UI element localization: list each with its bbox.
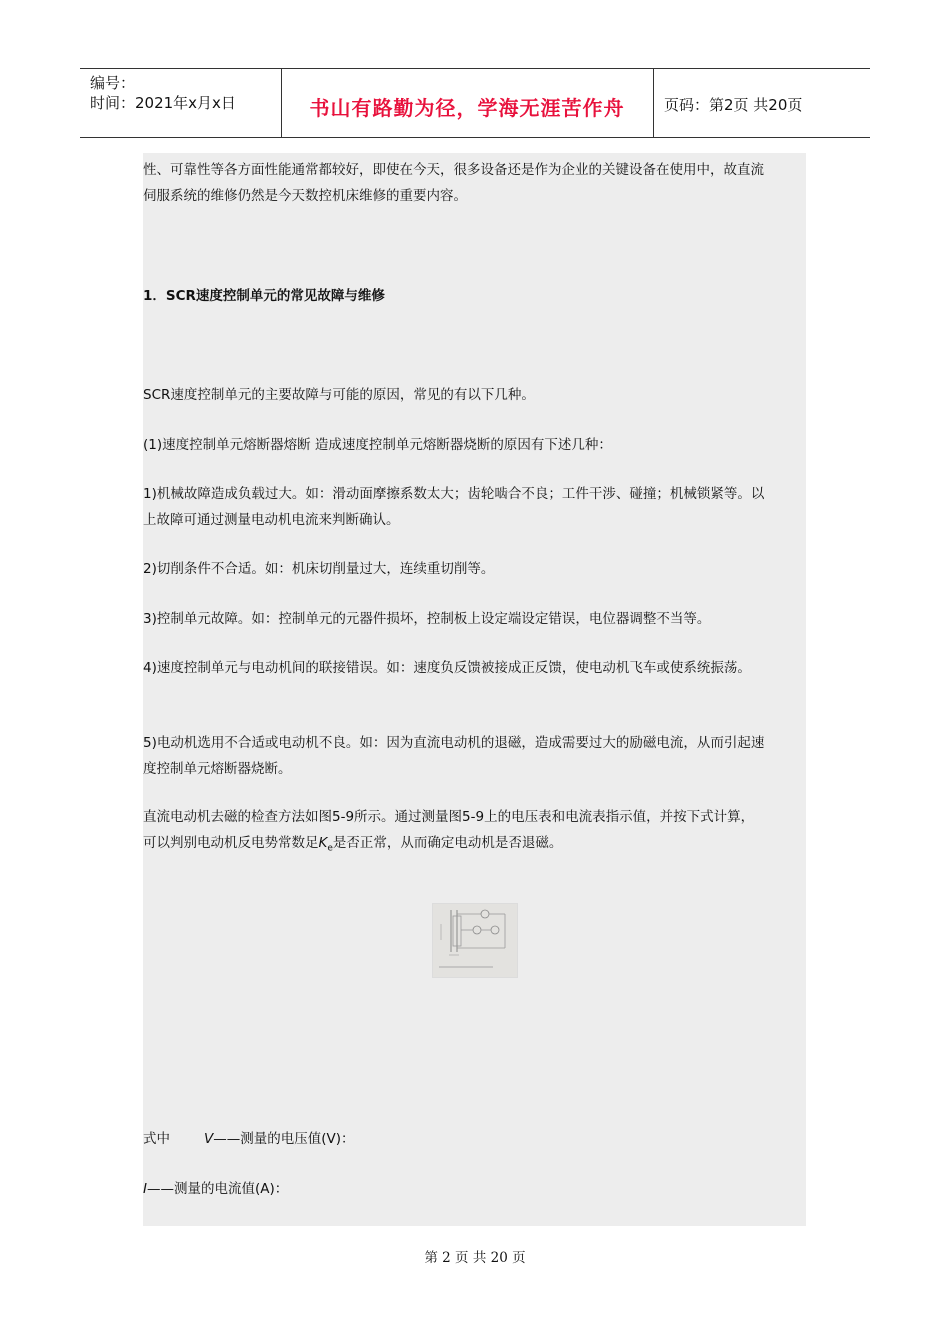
- formula-i-symbol: I: [143, 1181, 147, 1197]
- check-line-2-tail: 是否正常，从而确定电动机是否退磁。: [332, 835, 563, 851]
- ke-symbol: K: [318, 835, 328, 851]
- formula-v-text: ——测量的电压值(V)：: [213, 1131, 355, 1147]
- formula-i-text: ——测量的电流值(A)：: [146, 1181, 289, 1197]
- header-motto-cell: [281, 69, 654, 137]
- formula-v-symbol: V: [204, 1131, 214, 1147]
- item-1-line-2: 上故障可通过测量电动机电流来判断确认。: [143, 512, 400, 528]
- section-title: 1．SCR速度控制单元的常见故障与维修: [143, 288, 385, 304]
- intro-line-1: 性、可靠性等各方面性能通常都较好，即使在今天，很多设备还是作为企业的关键设备在使用中，故直流: [143, 162, 764, 178]
- paragraph-item-5: [143, 730, 806, 782]
- page-footer: 第 2 页 共 20 页: [424, 1250, 526, 1266]
- paragraph-item-1: [143, 481, 806, 533]
- paragraph-fuse-blown: (1)速度控制单元熔断器熔断 造成速度控制单元熔断器烧断的原因有下述几种：: [143, 437, 612, 453]
- ke-subscript: e: [327, 843, 333, 854]
- document-body: [143, 153, 806, 1226]
- paragraph-item-4: 4)速度控制单元与电动机间的联接错误。如：速度负反馈被接成正反馈，使电动机飞车或使系统振荡。: [143, 660, 751, 676]
- intro-line-2: 伺服系统的维修仍然是今天数控机床维修的重要内容。: [143, 188, 467, 204]
- check-line-1: 直流电动机去磁的检查方法如图5-9所示。通过测量图5-9上的电压表和电流表指示值，并按下式计算，: [143, 809, 755, 825]
- header-motto: 书山有路勤为径，学海无涯苦作舟: [309, 96, 625, 120]
- header-page-cell: [654, 69, 870, 137]
- header-info-cell: [80, 69, 282, 137]
- paragraph-main-faults: SCR速度控制单元的主要故障与可能的原因，常见的有以下几种。: [143, 387, 535, 403]
- motor-demagnetization-circuit-image: [433, 904, 517, 977]
- header-table: [80, 68, 870, 138]
- document-number-label: 编号：: [90, 74, 136, 92]
- item-5-line-2: 度控制单元熔断器烧断。: [143, 761, 292, 777]
- item-1-line-1: 1)机械故障造成负载过大。如：滑动面摩擦系数太大；齿轮啮合不良；工件干涉、碰撞；机械锁紧等。以: [143, 486, 765, 502]
- intro-paragraph: [143, 157, 806, 209]
- formula-i-definition: [143, 1176, 806, 1202]
- check-line-2-text: 可以判别电动机反电势常数足: [143, 835, 319, 851]
- item-5-line-1: 5)电动机选用不合适或电动机不良。如：因为直流电动机的退磁，造成需要过大的励磁电流，从而引起速: [143, 735, 765, 751]
- figure-5-9-image: [432, 903, 518, 978]
- document-time-label: 时间：2021年x月x日: [90, 94, 236, 112]
- formula-v-definition: [143, 1126, 806, 1152]
- paragraph-demagnetization-check: [143, 804, 806, 862]
- formula-prefix: 式中: [143, 1131, 170, 1147]
- paragraph-item-3: 3)控制单元故障。如：控制单元的元器件损坏，控制板上设定端设定错误，电位器调整不当等。: [143, 611, 711, 627]
- header-page-label: 页码：第2页 共20页: [664, 96, 803, 114]
- paragraph-item-2: 2)切削条件不合适。如：机床切削量过大，连续重切削等。: [143, 561, 495, 577]
- check-line-2: [143, 830, 806, 862]
